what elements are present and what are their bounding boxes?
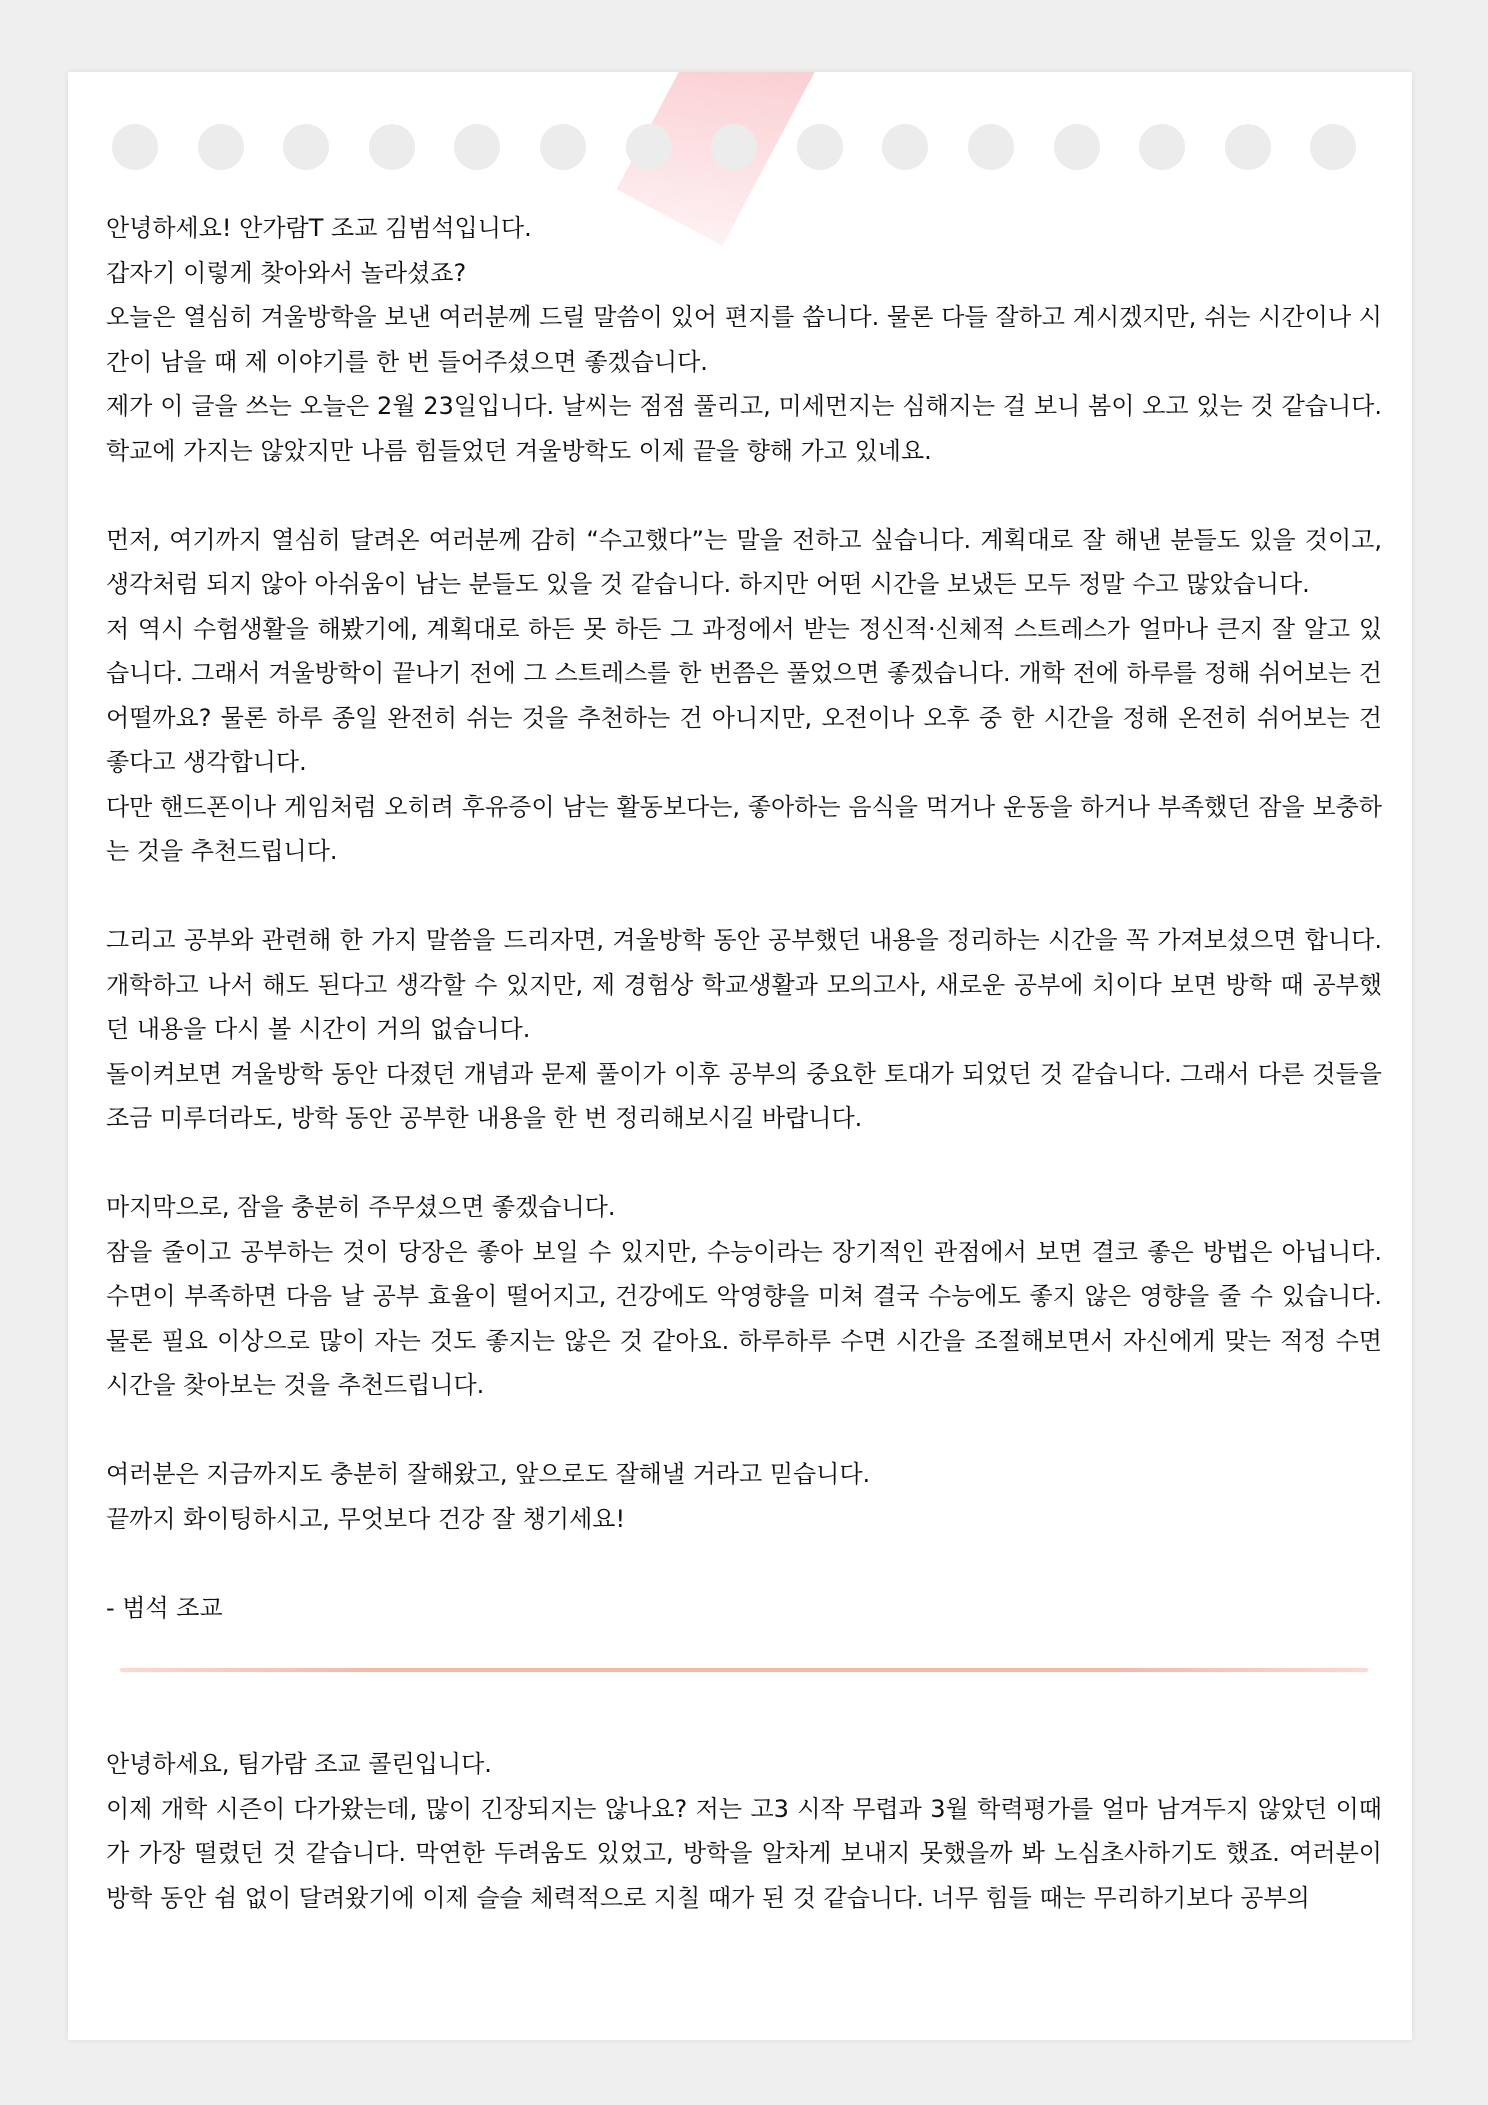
letter-2-greeting: 안녕하세요, 팀가람 조교 콜린입니다.: [106, 1750, 492, 1778]
binder-hole: [283, 124, 329, 170]
binder-hole: [1139, 124, 1185, 170]
section-divider: [120, 1668, 1368, 1672]
letter-1-paragraph: 갑자기 이렇게 찾아와서 놀라셨죠?: [106, 258, 467, 287]
letter-2: [106, 1742, 1382, 1920]
blank-line: [106, 1541, 1382, 1586]
letter-1-paragraph: 먼저, 여기까지 열심히 달려온 여러분께 감히 “수고했다”는 말을 전하고 싶습니다. 계획대로 잘 해낸 분들도 있을 것이고, 생각처럼 되지 않아 아쉬움이 남는 분들도 있을 것 같습니다. 하지만 어떤 시간을 보냈든 모두 정말 수고 많았습니다.: [106, 525, 1382, 598]
binder-hole: [797, 124, 843, 170]
binder-hole: [1310, 124, 1356, 170]
blank-line: [106, 1141, 1382, 1186]
binder-hole: [1225, 124, 1271, 170]
binder-hole: [968, 124, 1014, 170]
letter-1-paragraph: 돌이켜보면 겨울방학 동안 다졌던 개념과 문제 풀이가 이후 공부의 중요한 토대가 되었던 것 같습니다. 그래서 다른 것들을 조금 미루더라도, 방학 동안 공부한 내용을 한 번 정리해보시길 바랍니다.: [106, 1059, 1382, 1132]
binder-hole: [198, 124, 244, 170]
letter-1-paragraph: 여러분은 지금까지도 충분히 잘해왔고, 앞으로도 잘해낼 거라고 믿습니다.: [106, 1460, 871, 1488]
letter-1-paragraph: 잠을 줄이고 공부하는 것이 당장은 좋아 보일 수 있지만, 수능이라는 장기적인 관점에서 보면 결코 좋은 방법은 아닙니다. 수면이 부족하면 다음 날 공부 효율이 떨어지고, 건강에도 악영향을 미쳐 결국 수능에도 좋지 않은 영향을 줄 수 있습니다. 물론 필요 이상으로 많이 자는 것도 좋지는 않은 것 같아요. 하루하루 수면 시간을 조절해보면서 자신에게 맞는 적정 수면 시간을 찾아보는 것을 추천드립니다.: [106, 1237, 1382, 1399]
letter-1-paragraph: 저 역시 수험생활을 해봤기에, 계획대로 하든 못 하든 그 과정에서 받는 정신적·신체적 스트레스가 얼마나 큰지 잘 알고 있습니다. 그래서 겨울방학이 끝나기 전에 그 스트레스를 한 번쯤은 풀었으면 좋겠습니다. 개학 전에 하루를 정해 쉬어보는 건 어떨까요? 물론 하루 종일 완전히 쉬는 것을 추천하는 건 아니지만, 오전이나 오후 중 한 시간을 정해 온전히 쉬어보는 건 좋다고 생각합니다.: [106, 614, 1382, 776]
letter-content: [106, 206, 1382, 1920]
binder-holes: [68, 96, 1412, 176]
binder-hole: [369, 124, 415, 170]
letter-1-paragraph: 제가 이 글을 쓰는 오늘은 2월 23일입니다. 날씨는 점점 풀리고, 미세먼지는 심해지는 걸 보니 봄이 오고 있는 것 같습니다. 학교에 가지는 않았지만 나름 힘들었던 겨울방학도 이제 끝을 향해 가고 있네요.: [106, 392, 1382, 465]
binder-hole: [626, 124, 672, 170]
binder-hole: [540, 124, 586, 170]
letter-2-paragraph: 이제 개학 시즌이 다가왔는데, 많이 긴장되지는 않나요? 저는 고3 시작 무렵과 3월 학력평가를 얼마 남겨두지 않았던 이때가 가장 떨렸던 것 같습니다. 막연한 두려움도 있었고, 방학을 알차게 보내지 못했을까 봐 노심초사하기도 했죠. 여러분이 방학 동안 쉼 없이 달려왔기에 이제 슬슬 체력적으로 지칠 때가 된 것 같습니다. 너무 힘들 때는 무리하기보다 공부의: [106, 1794, 1382, 1912]
letter-1-paragraph: 그리고 공부와 관련해 한 가지 말씀을 드리자면, 겨울방학 동안 공부했던 내용을 정리하는 시간을 꼭 가져보셨으면 합니다. 개학하고 나서 해도 된다고 생각할 수 있지만, 제 경험상 학교생활과 모의고사, 새로운 공부에 치이다 보면 방학 때 공부했던 내용을 다시 볼 시간이 거의 없습니다.: [106, 926, 1382, 1043]
letter-1-paragraph: 마지막으로, 잠을 충분히 주무셨으면 좋겠습니다.: [106, 1193, 616, 1221]
binder-hole: [711, 124, 757, 170]
blank-line: [106, 1408, 1382, 1453]
letter-1: [106, 206, 1382, 1630]
blank-line: [106, 473, 1382, 518]
letter-paper: [68, 72, 1412, 2040]
letter-1-signature: - 범석 조교: [106, 1593, 223, 1622]
binder-hole: [882, 124, 928, 170]
letter-1-paragraph: 끝까지 화이팅하시고, 무엇보다 건강 잘 챙기세요!: [106, 1504, 626, 1533]
letter-1-paragraph: 다만 핸드폰이나 게임처럼 오히려 후유증이 남는 활동보다는, 좋아하는 음식을 먹거나 운동을 하거나 부족했던 잠을 보충하는 것을 추천드립니다.: [106, 792, 1382, 865]
binder-hole: [1054, 124, 1100, 170]
binder-hole: [112, 124, 158, 170]
letter-1-greeting: 안녕하세요! 안가람T 조교 김범석입니다.: [106, 214, 532, 242]
binder-hole: [454, 124, 500, 170]
letter-1-paragraph: 오늘은 열심히 겨울방학을 보낸 여러분께 드릴 말씀이 있어 편지를 씁니다. 물론 다들 잘하고 계시겠지만, 쉬는 시간이나 시간이 남을 때 제 이야기를 한 번 들어주셨으면 좋겠습니다.: [106, 303, 1382, 376]
blank-line: [106, 874, 1382, 919]
